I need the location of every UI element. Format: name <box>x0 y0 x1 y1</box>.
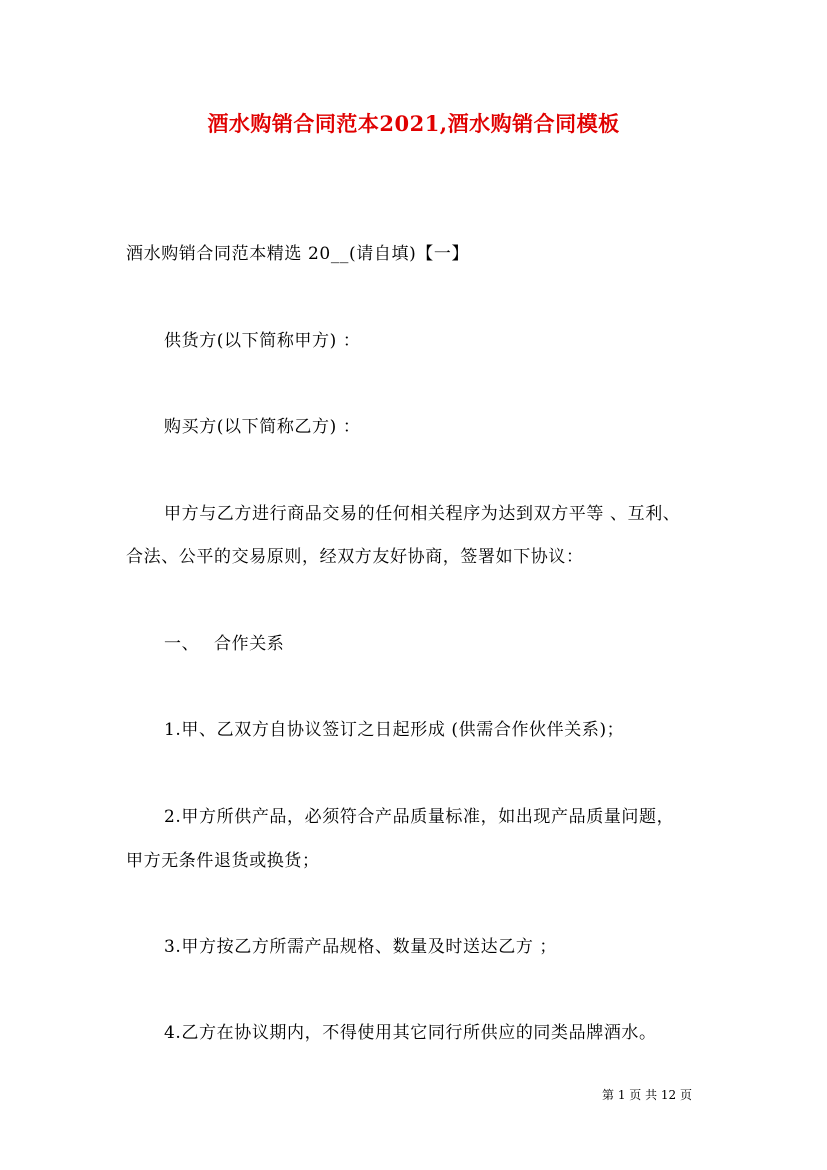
supplier-label: 供货方(以下简称甲方) ： <box>164 331 361 351</box>
document-subtitle: 酒水购销合同范本精选 20__(请自填)【一】 <box>126 244 470 264</box>
intro-paragraph-line-2: 合法、公平的交易原则，经双方友好协商，签署如下协议： <box>126 547 584 567</box>
page-number: 第 1 页 共 12 页 <box>602 1088 692 1102</box>
clause-2-line-1: 2.甲方所供产品，必须符合产品质量标准，如出现产品质量问题， <box>164 807 675 827</box>
buyer-label: 购买方(以下简称乙方) ： <box>164 417 361 437</box>
clause-3: 3.甲方按乙方所需产品规格、数量及时送达乙方 ； <box>164 937 558 957</box>
document-title: 酒水购销合同范本2021,酒水购销合同模板 <box>207 111 620 136</box>
section-number: 一、 <box>164 634 200 654</box>
clause-1: 1.甲、乙双方自协议签订之日起形成 (供需合作伙伴关系)； <box>164 720 625 740</box>
section-title: 合作关系 <box>214 634 285 654</box>
section-heading <box>164 633 284 655</box>
clause-2-line-2: 甲方无条件退货或换货； <box>126 851 320 871</box>
clause-4: 4.乙方在协议期内，不得使用其它同行所供应的同类品牌酒水。 <box>164 1023 657 1043</box>
intro-paragraph-line-1: 甲方与乙方进行商品交易的任何相关程序为达到双方平等 、互利、 <box>164 504 681 524</box>
